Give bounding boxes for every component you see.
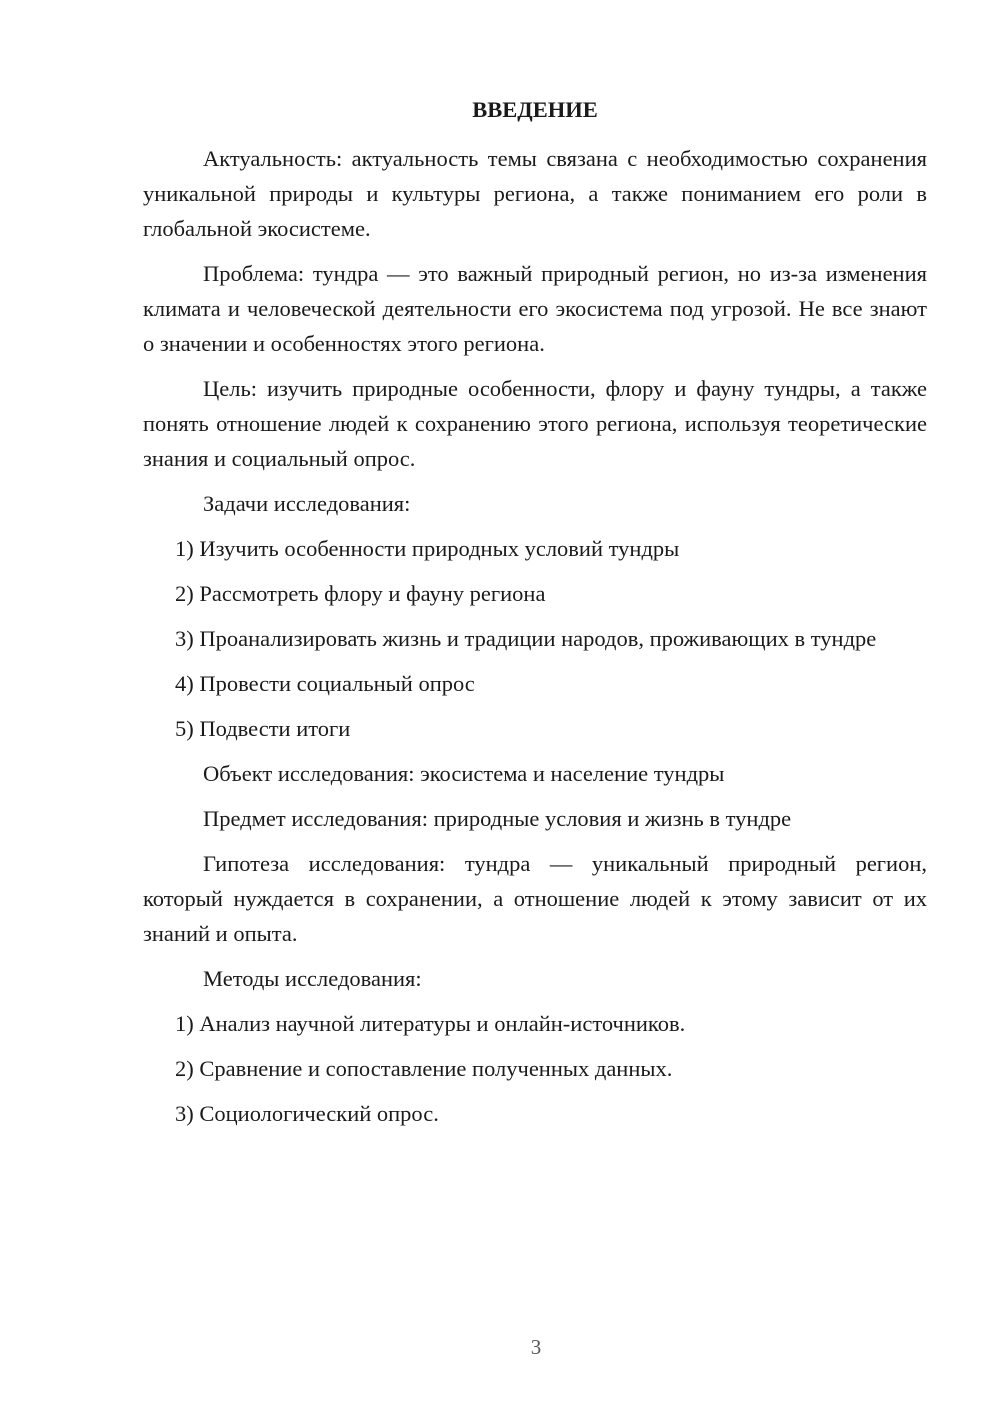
- task-item-1: 1) Изучить особенности природных условий тундры: [175, 536, 680, 561]
- goal-paragraph: Цель: изучить природные особенности, флору и фауну тундры, а также понять отношение людей к сохранению этого региона, используя теоретические знания и социальный опрос.: [143, 376, 927, 471]
- hypothesis-paragraph: Гипотеза исследования: тундра — уникальный природный регион, который нуждается в сохранении, а отношение людей к этому зависит от их знаний и опыта.: [143, 851, 927, 946]
- page-content: [143, 92, 927, 1141]
- task-item-2: 2) Рассмотреть флору и фауну региона: [175, 581, 546, 606]
- relevance-paragraph: Актуальность: актуальность темы связана с необходимостью сохранения уникальной природы и культуры региона, а также пониманием его роли в глобальной экосистеме.: [143, 146, 927, 241]
- object-paragraph: Объект исследования: экосистема и население тундры: [203, 761, 725, 786]
- method-item-1: 1) Анализ научной литературы и онлайн-источников.: [175, 1011, 686, 1036]
- subject-paragraph: Предмет исследования: природные условия и жизнь в тундре: [203, 806, 792, 831]
- task-item-3: 3) Проанализировать жизнь и традиции народов, проживающих в тундре: [175, 626, 877, 651]
- method-item-3: 3) Социологический опрос.: [175, 1101, 439, 1126]
- task-item-4: 4) Провести социальный опрос: [175, 671, 475, 696]
- problem-paragraph: Проблема: тундра — это важный природный регион, но из-за изменения климата и человеческой деятельности его экосистема под угрозой. Не все знают о значении и особенностях этого региона.: [143, 261, 927, 356]
- method-item-2: 2) Сравнение и сопоставление полученных данных.: [175, 1056, 673, 1081]
- methods-title: Методы исследования:: [203, 966, 422, 991]
- task-item-5: 5) Подвести итоги: [175, 716, 351, 741]
- page-number: 3: [530, 1335, 542, 1359]
- tasks-title: Задачи исследования:: [203, 491, 411, 516]
- section-heading: ВВЕДЕНИЕ: [472, 97, 598, 122]
